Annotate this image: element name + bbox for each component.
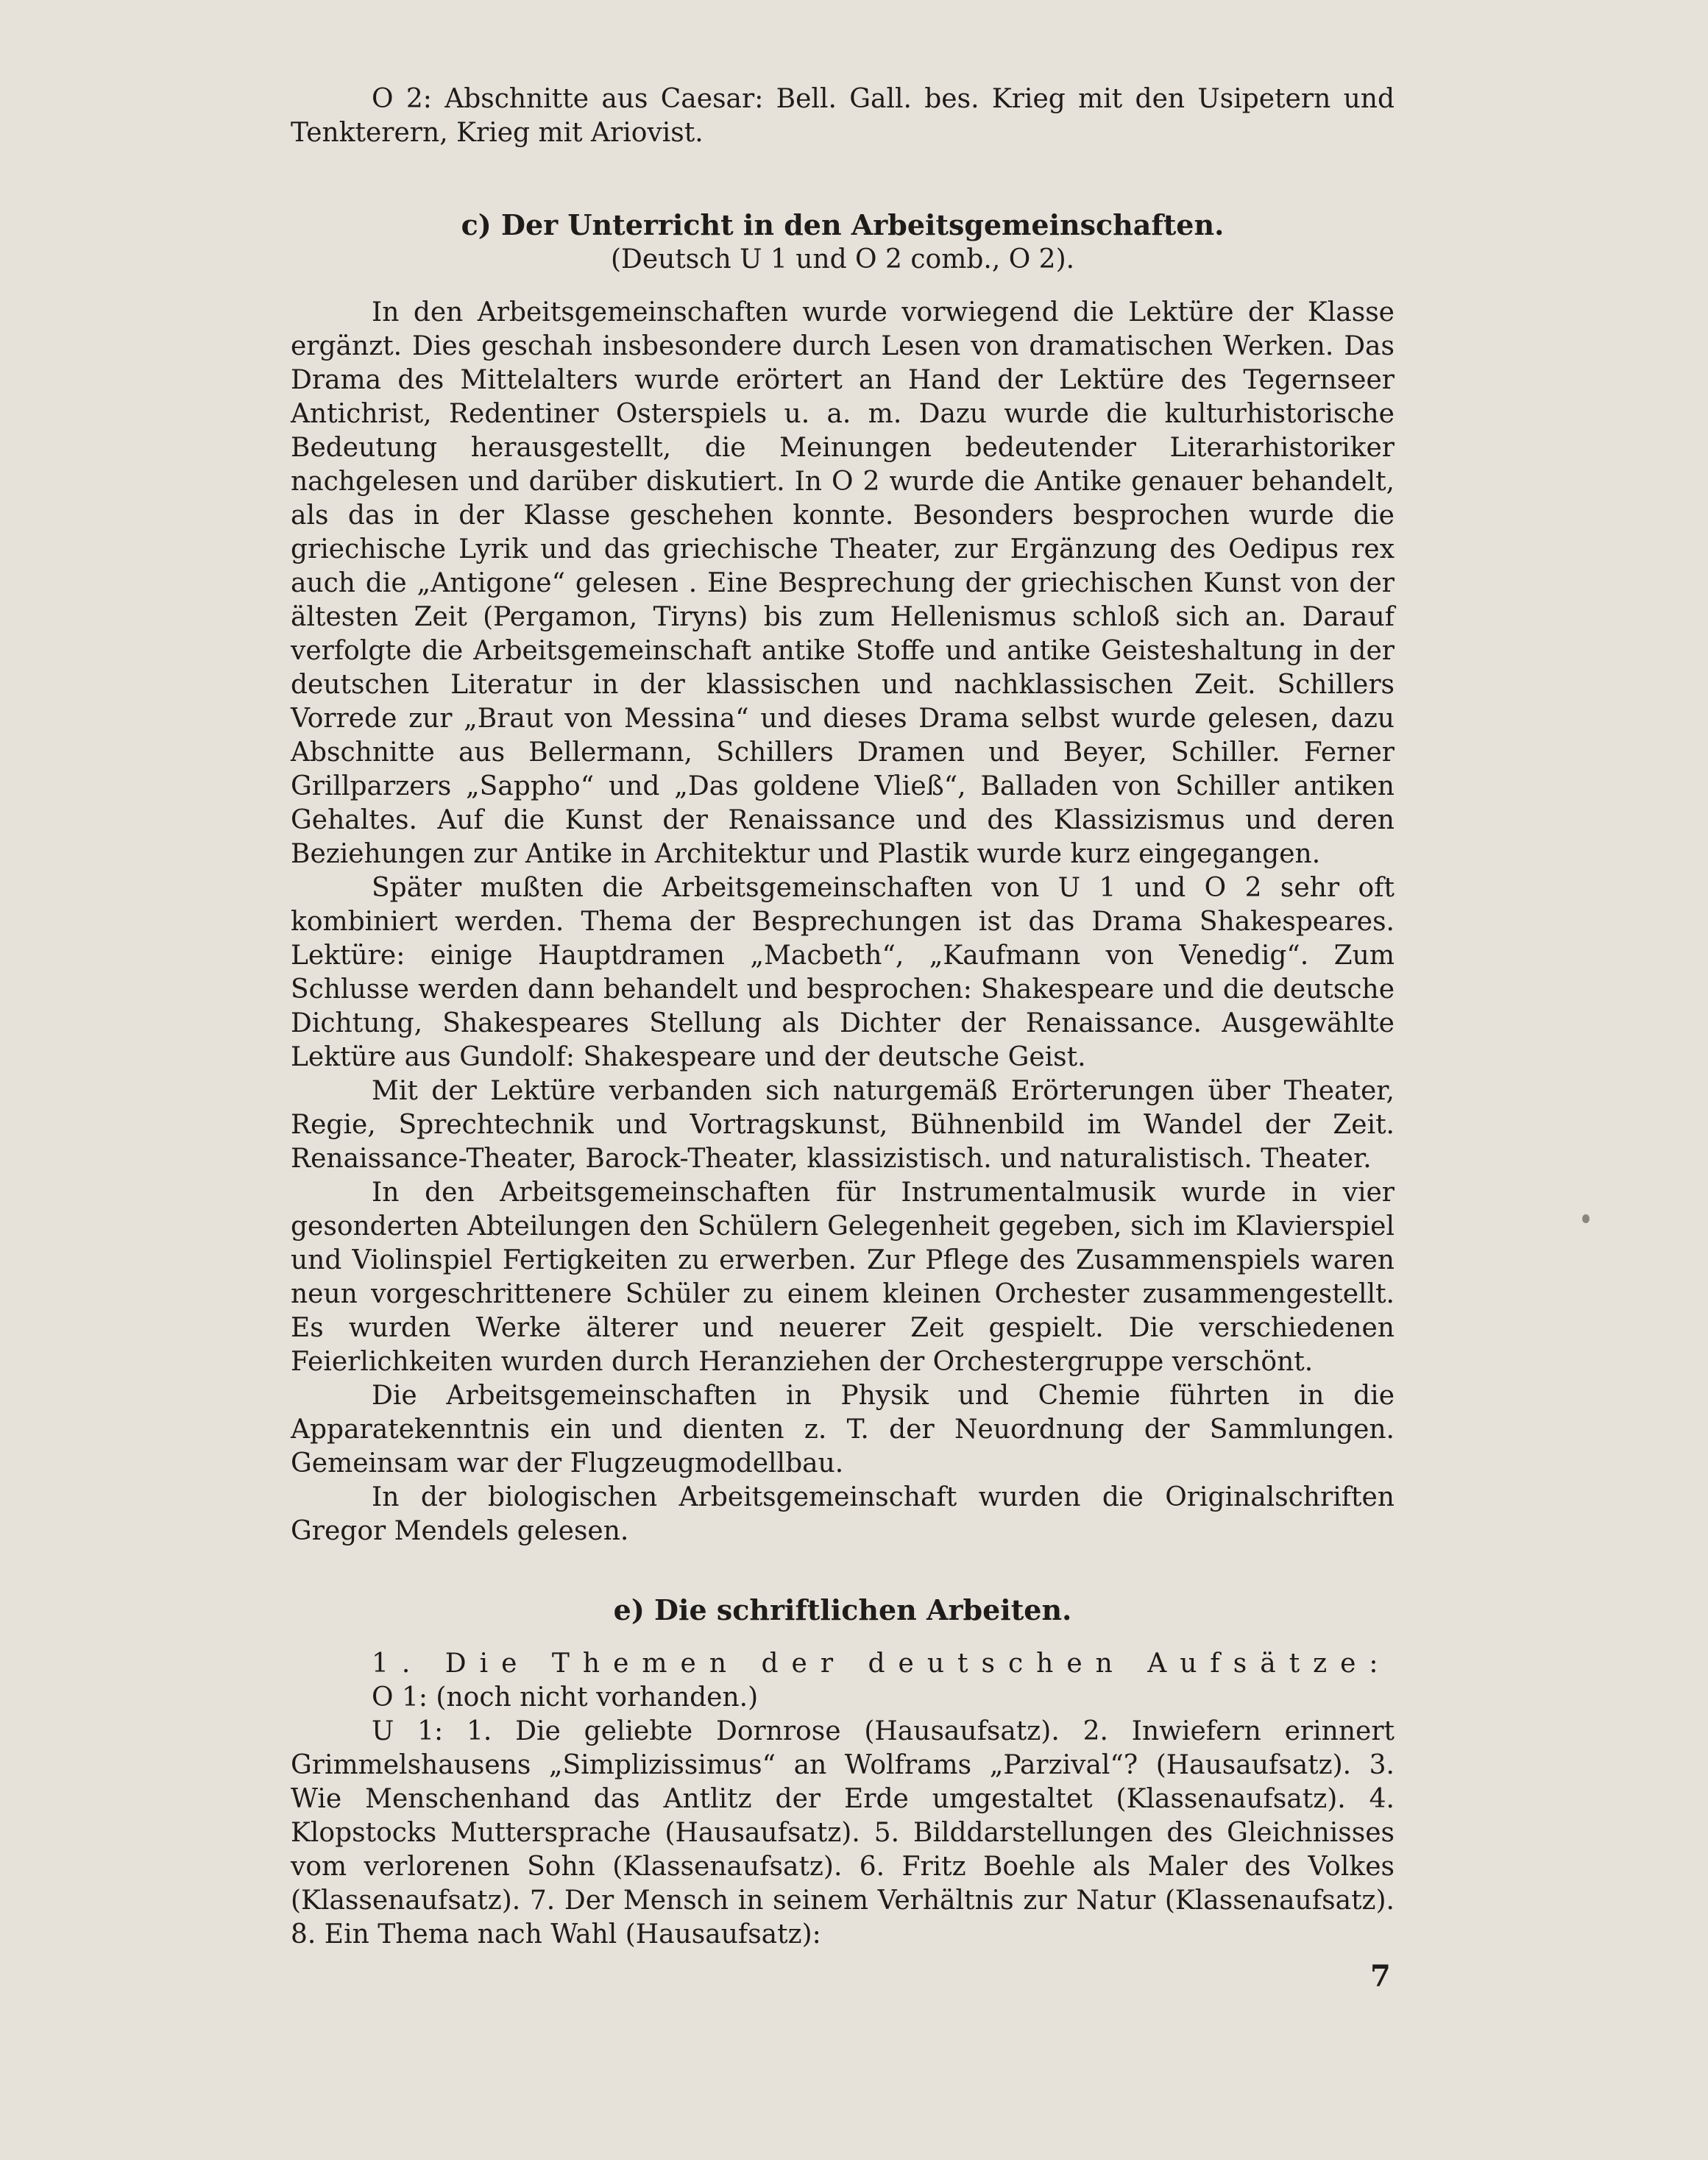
- page-number: 7: [1370, 1959, 1391, 1994]
- section-e-title: e) Die schriftlichen Arbeiten.: [613, 1593, 1072, 1626]
- page-body: [291, 82, 1395, 1952]
- o1-line: O 1: (noch nicht vorhanden.): [372, 1682, 759, 1713]
- scan-speck: [1582, 1214, 1590, 1223]
- intro-line: O 2: Abschnitte aus Caesar: Bell. Gall. bes. Krieg mit den Usipetern und Tenkterern, Krieg mit Ariovist.: [291, 84, 1395, 148]
- paragraph-lektuere: In den Arbeitsgemeinschaften wurde vorwiegend die Lektüre der Klasse ergänzt. Dies geschah insbesondere durch Lesen von dramatischen Werken. Das Drama des Mittelalters wurde erörtert an Hand der Lektüre des Tegernseer Antichrist, Redentiner Osterspiels u. a. m. Dazu wurde die kulturhistorische Bedeutung herausgestellt, die Meinungen bedeutender Literarhistoriker nachgelesen und darüber diskutiert. In O 2 wurde die Antike genauer behandelt, als das in der Klasse geschehen konnte. Besonders besprochen wurde die griechische Lyrik und das griechische Theater, zur Ergänzung des Oedipus rex auch die „Antigone“ gelesen . Eine Besprechung der griechischen Kunst von der ältesten Zeit (Pergamon, Tiryns) bis zum Hellenismus schloß sich an. Darauf verfolgte die Arbeitsgemeinschaft antike Stoffe und antike Geisteshaltung in der deutschen Literatur in der klassischen und nachklassischen Zeit. Schillers Vorrede zur „Braut von Messina“ und dieses Drama selbst wurde gelesen, dazu Abschnitte aus Bellermann, Schillers Dramen und Beyer, Schiller. Ferner Grillparzers „Sappho“ und „Das goldene Vließ“, Balladen von Schiller antiken Gehaltes. Auf die Kunst der Renaissance und des Klassizismus und deren Beziehungen zur Antike in Architektur und Plastik wurde kurz eingegangen.: [291, 297, 1395, 869]
- section-c-subtitle: (Deutsch U 1 und O 2 comb., O 2).: [610, 244, 1075, 275]
- section-c-title: c) Der Unterricht in den Arbeitsgemeinschaften.: [461, 208, 1225, 241]
- u1-topics: U 1: 1. Die geliebte Dornrose (Hausaufsatz). 2. Inwiefern erinnert Grimmelshausens „Simplizissimus“ an Wolframs „Parzival“? (Hausaufsatz). 3. Wie Menschenhand das Antlitz der Erde umgestaltet (Klassenaufsatz). 4. Klopstocks Muttersprache (Hausaufsatz). 5. Bilddarstellungen des Gleichnisses vom verlorenen Sohn (Klassenaufsatz). 6. Fritz Boehle als Maler des Volkes (Klassenaufsatz). 7. Der Mensch in seinem Verhältnis zur Natur (Klassenaufsatz). 8. Ein Thema nach Wahl (Hausaufsatz):: [291, 1716, 1395, 1950]
- essay-topics-heading: 1. Die Themen der deutschen Aufsätze:: [372, 1649, 1392, 1679]
- paragraph-shakespeare: Später mußten die Arbeitsgemeinschaften von U 1 und O 2 sehr oft kombiniert werden. Thema der Besprechungen ist das Drama Shakespeares. Lektüre: einige Hauptdramen „Macbeth“, „Kaufmann von Venedig“. Zum Schlusse werden dann behandelt und besprochen: Shakespeare und die deutsche Dichtung, Shakespeares Stellung als Dichter der Renaissance. Ausgewählte Lektüre aus Gundolf: Shakespeare und der deutsche Geist.: [291, 873, 1395, 1072]
- paragraph-theater: Mit der Lektüre verbanden sich naturgemäß Erörterungen über Theater, Regie, Sprechtechnik und Vortragskunst, Bühnenbild im Wandel der Zeit. Renaissance-Theater, Barock-Theater, klassizistisch. und naturalistisch. Theater.: [291, 1076, 1395, 1174]
- paragraph-physik-chemie: Die Arbeitsgemeinschaften in Physik und Chemie führten in die Apparatekenntnis ein und dienten z. T. der Neuordnung der Sammlungen. Gemeinsam war der Flugzeugmodellbau.: [291, 1381, 1395, 1479]
- paragraph-biologie: In der biologischen Arbeitsgemeinschaft wurden die Originalschriften Gregor Mendels gelesen.: [291, 1482, 1395, 1546]
- paragraph-musik: In den Arbeitsgemeinschaften für Instrumentalmusik wurde in vier gesonderten Abteilungen den Schülern Gelegenheit gegeben, sich im Klavierspiel und Violinspiel Fertigkeiten zu erwerben. Zur Pflege des Zusammenspiels waren neun vorgeschrittenere Schüler zu einem kleinen Orchester zusammengestellt. Es wurden Werke älterer und neuerer Zeit gespielt. Die verschiedenen Feierlichkeiten wurden durch Heranziehen der Orchestergruppe verschönt.: [291, 1178, 1395, 1377]
